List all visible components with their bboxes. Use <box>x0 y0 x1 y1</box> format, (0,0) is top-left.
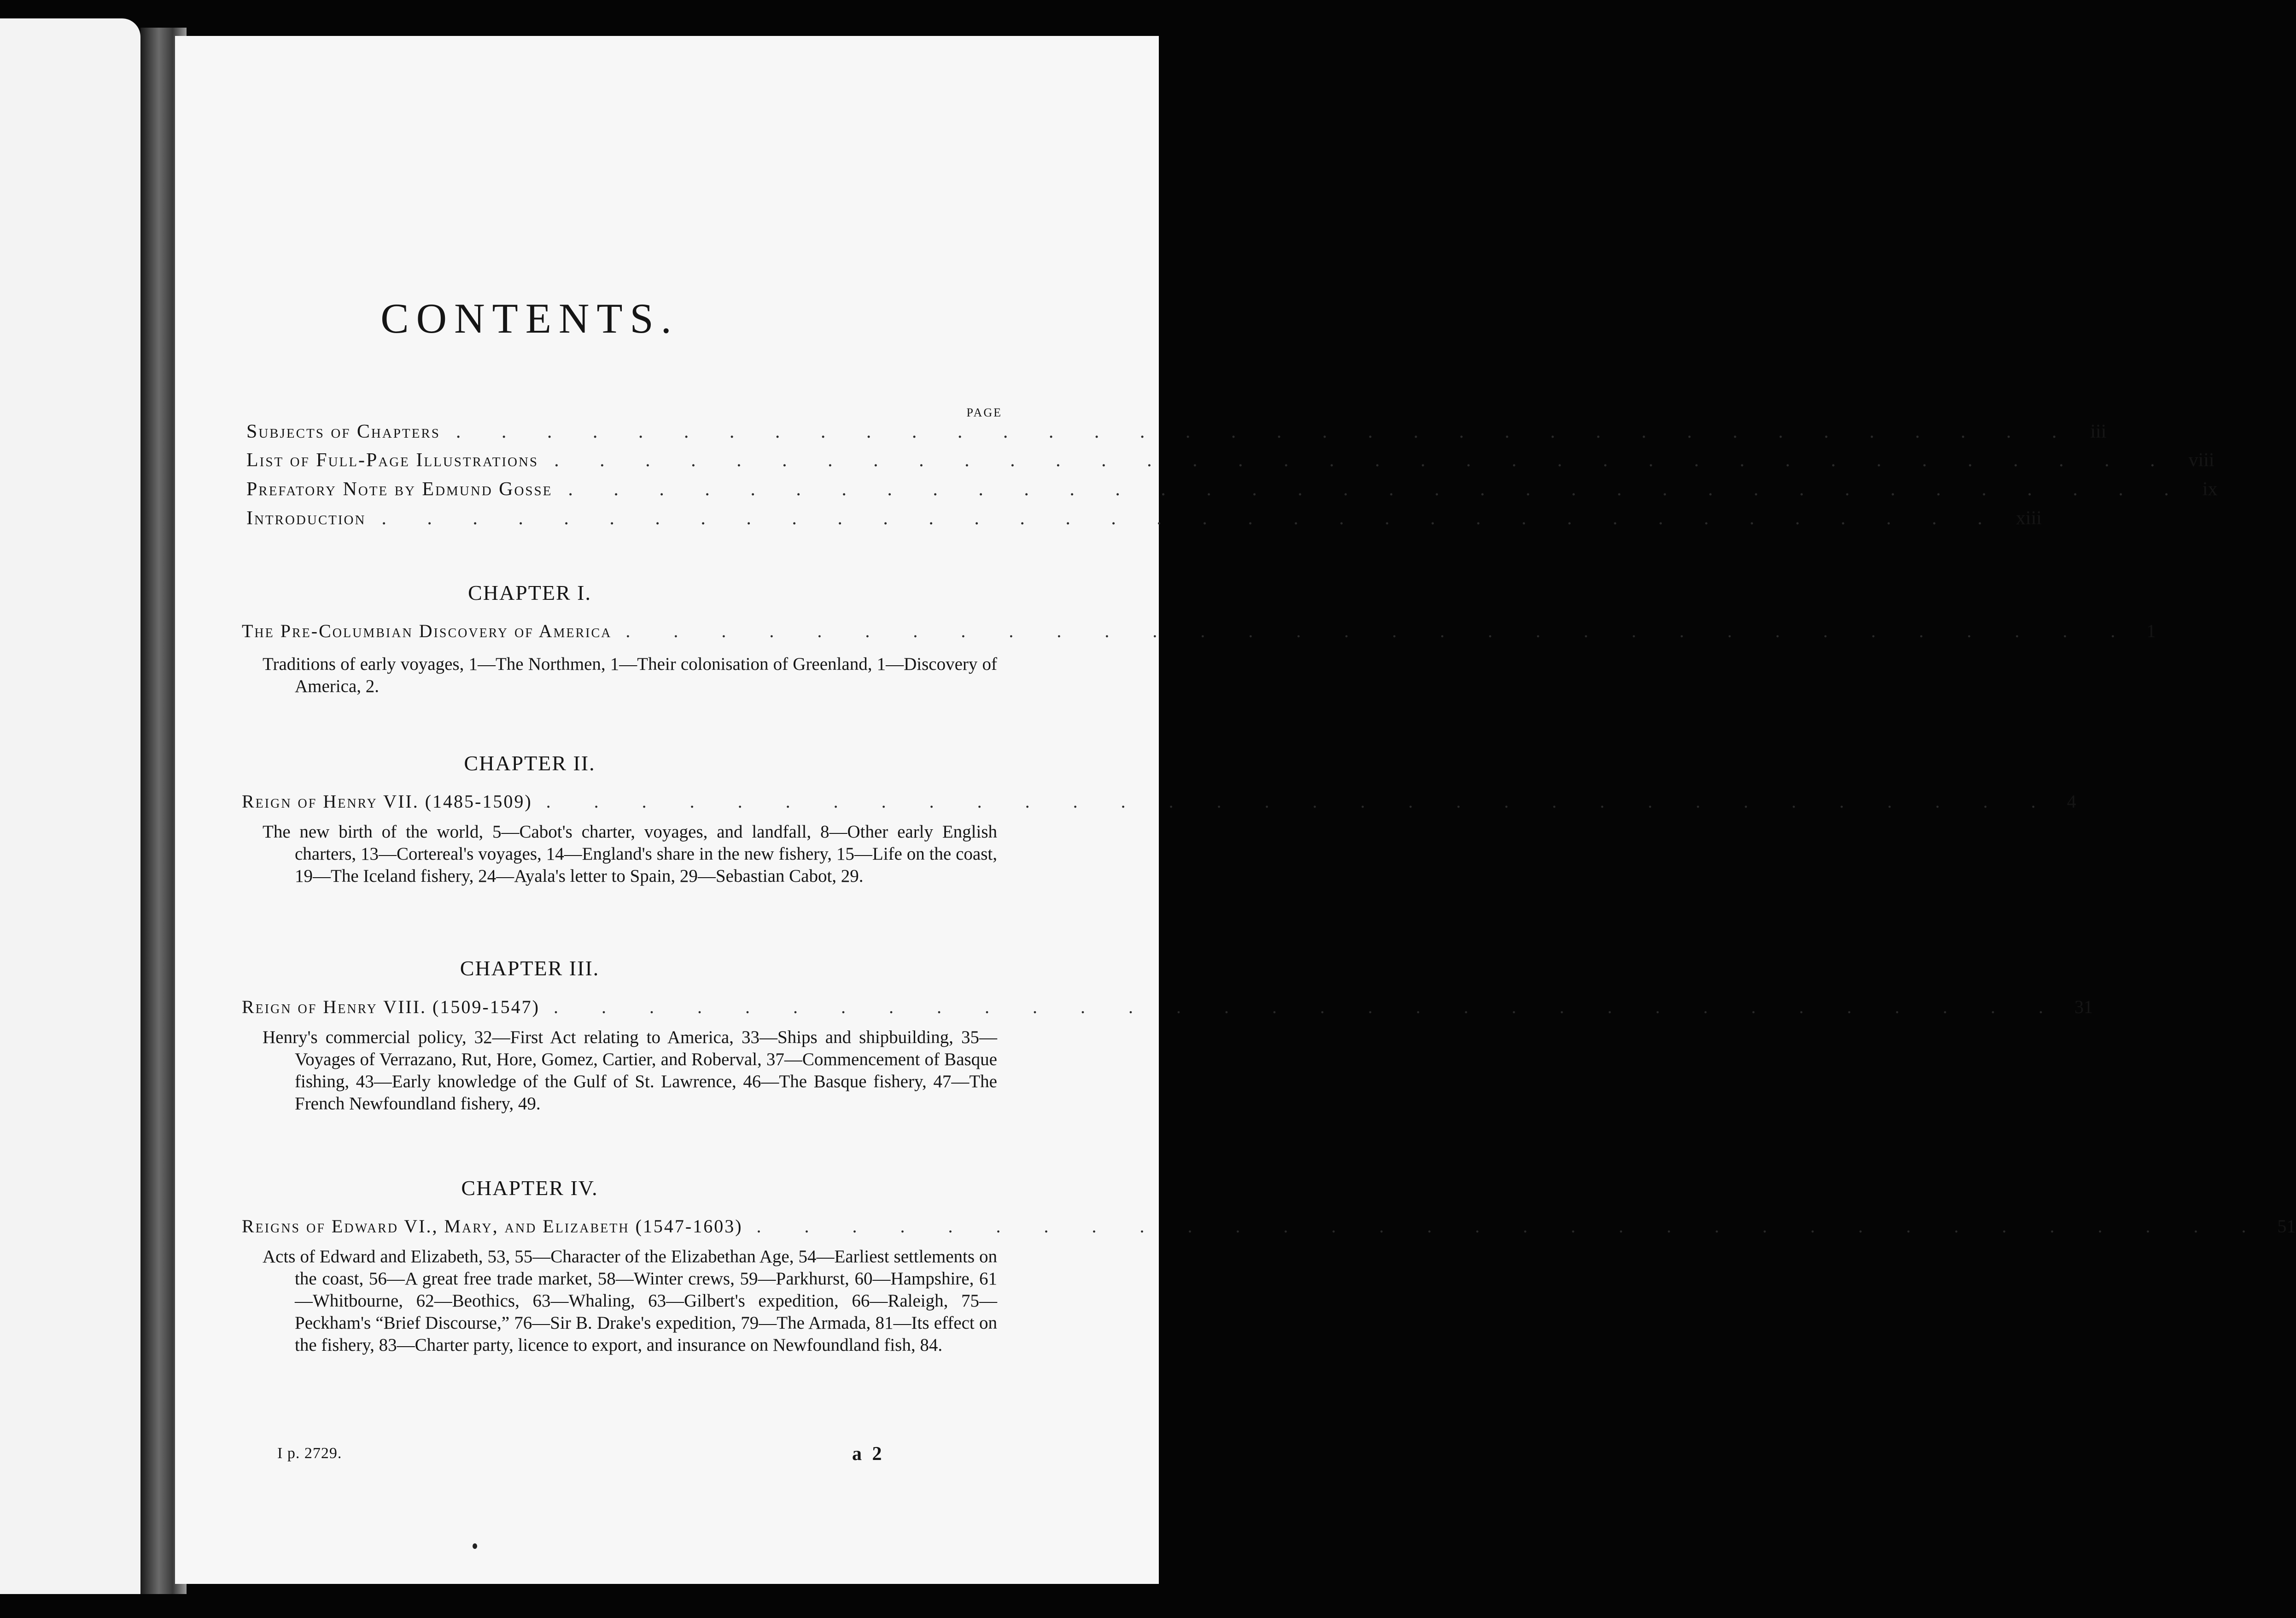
chapter-page: 51 <box>2277 1216 2296 1237</box>
chapter-title: Reign of Henry VIII. (1509-1547) <box>242 997 540 1017</box>
chapter-entry[interactable] <box>242 620 2156 642</box>
chapter-entry[interactable] <box>242 1215 2296 1237</box>
toc-entry-subjects[interactable] <box>246 421 2107 448</box>
toc-entry-page: ix <box>2202 479 2218 500</box>
toc-entry-illustrations[interactable] <box>246 449 2214 477</box>
toc-entry-prefatory-note[interactable] <box>246 478 2218 506</box>
dot-leader: . . . . . . . . . . . . . . . . . . . . . . . . . . . . . . . . . . . . <box>568 479 2187 500</box>
toc-entry-label: List of Full-Page Illustrations <box>246 450 539 471</box>
toc-entry-label: Prefatory Note by Edmund Gosse <box>246 479 553 500</box>
dot-leader: . . . . . . . . . . . . . . . . . . . . . . . . . . . . . . . . <box>554 997 2062 1017</box>
chapter-title: The Pre-Columbian Discovery of America <box>242 621 612 641</box>
chapter-heading: CHAPTER I. <box>468 581 591 604</box>
chapter-page: 1 <box>2146 621 2156 641</box>
chapter-entry[interactable] <box>242 791 2076 812</box>
facing-page-edge <box>0 18 140 1594</box>
page-column-label: PAGE <box>966 406 1002 419</box>
toc-entry-introduction[interactable] <box>246 507 2042 535</box>
chapter-summary: The new birth of the world, 5—Cabot's charter, voyages, and landfall, 8—Other early English charters, 13—Cortereal's voyages, 14—England's share in the new fishery, 15—Life on the coast, 19—The Iceland fishery, 24—Ayala's letter to Spain, 29—Sebastian Cabot, 29. <box>263 822 997 886</box>
dot-leader: . . . . . . . . . . . . . . . . . . . . . . . . . . . . . . . . . . . . <box>381 508 2000 529</box>
chapter-summary: Traditions of early voyages, 1—The Northmen, 1—Their colonisation of Greenland, 1—Discovery of America, 2. <box>263 654 997 696</box>
chapter-summary: Acts of Edward and Elizabeth, 53, 55—Character of the Elizabethan Age, 54—Earliest settlements on the coast, 56—A great free trade market, 58—Winter crews, 59—Parkhurst, 60—Hampshire, 61—Whitbourne, 62—Beothics, 63—Whaling, 63—Gilbert's expedition, 66—Raleigh, 75—Peckham's “Brief Discourse,” 76—Sir B. Drake's expedition, 79—The Armada, 81—Its effect on the fishery, 83—Charter party, licence to export, and insurance on Newfoundland fish, 84. <box>263 1247 997 1355</box>
toc-entry-page: xiii <box>2016 508 2042 529</box>
ink-speck <box>473 1543 477 1549</box>
chapter-heading: CHAPTER II. <box>464 751 596 775</box>
contents-page <box>175 36 2296 1584</box>
dot-leader: . . . . . . . . . . . . . . . . . . . . . . . . . . . . . . . . . . . . <box>456 421 2075 442</box>
chapter-summary: Henry's commercial policy, 32—First Act relating to America, 33—Ships and shipbuilding, 35—Voyages of Verrazano, Rut, Hore, Gomez, Cartier, and Roberval, 37—Commencement of Basque fishing, 43—Early knowledge of the Gulf of St. Lawrence, 46—The Basque fishery, 47—The French Newfoundland fishery, 49. <box>263 1027 997 1114</box>
toc-entry-label: Introduction <box>246 508 366 529</box>
dot-leader: . . . . . . . . . . . . . . . . . . . . . . . . . . . . . . . . <box>625 621 2135 641</box>
toc-entry-label: Subjects of Chapters <box>246 421 440 442</box>
chapter-title: Reigns of Edward VI., Mary, and Elizabeth (1547-1603) <box>242 1216 743 1237</box>
page-title: CONTENTS. <box>380 295 679 342</box>
chapter-page: 31 <box>2074 997 2093 1017</box>
chapter-title: Reign of Henry VII. (1485-1509) <box>242 791 532 812</box>
toc-entry-page: iii <box>2090 421 2107 442</box>
chapter-entry[interactable] <box>242 996 2093 1018</box>
dot-leader: . . . . . . . . . . . . . . . . . . . . . . . . . . . . . . . . <box>546 791 2055 812</box>
chapter-page: 4 <box>2067 791 2076 812</box>
dot-leader: . . . . . . . . . . . . . . . . . . . . . . . . . . . . . . . . <box>756 1216 2266 1237</box>
printer-signature-left: I p. 2729. <box>277 1445 342 1462</box>
printer-signature-right: a 2 <box>852 1443 885 1465</box>
chapter-heading: CHAPTER IV. <box>461 1176 598 1200</box>
chapter-heading: CHAPTER III. <box>460 956 600 980</box>
dot-leader: . . . . . . . . . . . . . . . . . . . . . . . . . . . . . . . . . . . . <box>554 450 2173 471</box>
toc-entry-page: viii <box>2188 450 2214 471</box>
